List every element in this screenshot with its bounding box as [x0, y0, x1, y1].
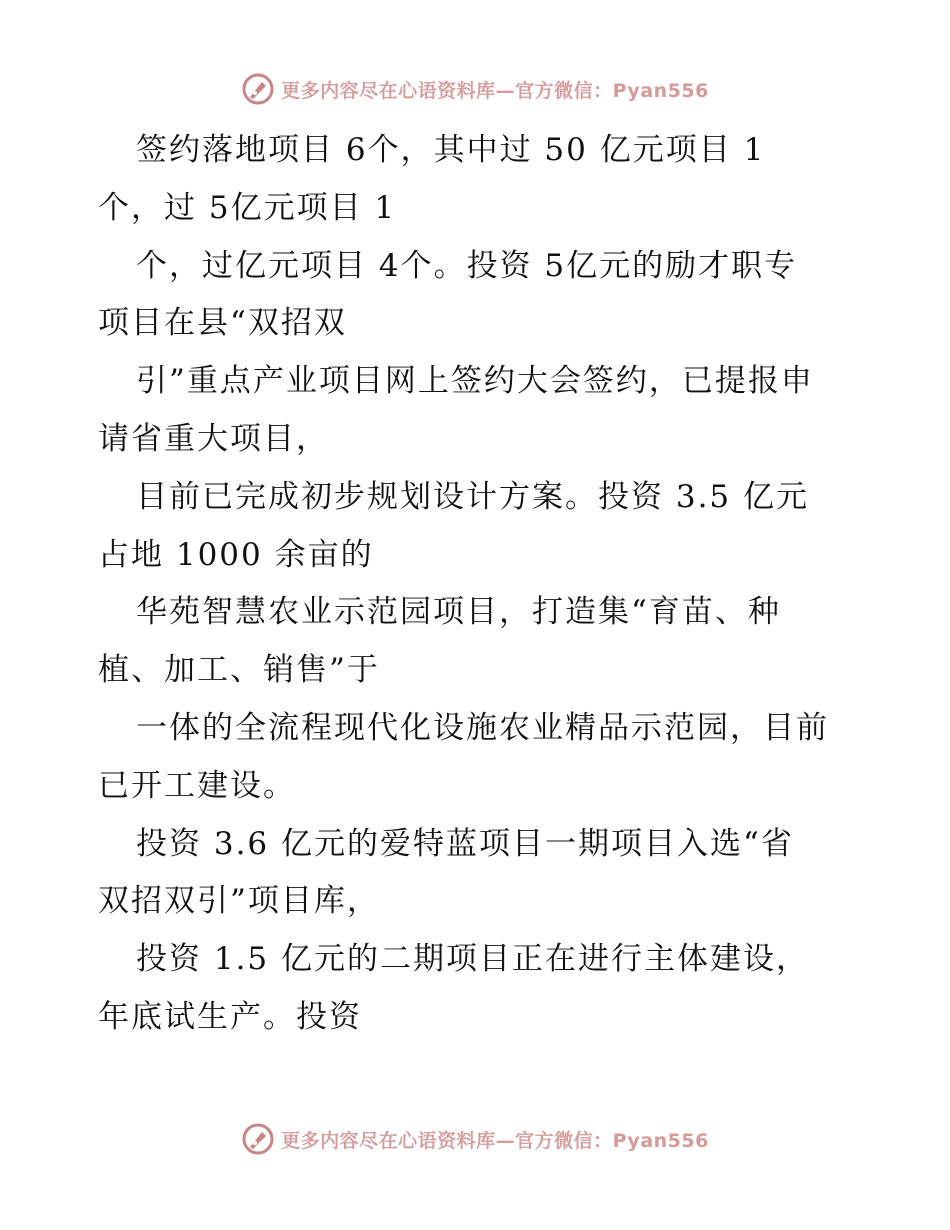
body-line: 一体的全流程现代化设施农业精品示范园，目前 [136, 709, 829, 746]
pen-nib-logo-icon [241, 72, 275, 106]
body-line: 投资 3.6 亿元的爱特蓝项目一期项目入选“省 [136, 825, 794, 862]
document-body [98, 122, 858, 1047]
body-line: 目前已完成初步规划设计方案。投资 3.5 亿元 [136, 478, 810, 515]
body-line: 已开工建设。 [98, 767, 296, 804]
body-line: 双招双引”项目库， [98, 883, 380, 920]
body-line: 请省重大项目， [98, 420, 329, 457]
body-line: 植、加工、销售”于 [98, 652, 380, 689]
body-line: 年底试生产。投资 [98, 998, 362, 1035]
body-line: 投资 1.5 亿元的二期项目正在进行主体建设， [136, 941, 810, 978]
footer-banner-text: 更多内容尽在心语资料库—官方微信：Pyan556 [281, 1129, 709, 1152]
body-line: 个，过亿元项目 4个。投资 5亿元的励才职专 [136, 247, 798, 284]
header-banner-text: 更多内容尽在心语资料库—官方微信：Pyan556 [281, 79, 709, 102]
body-line: 占地 1000 余亩的 [98, 536, 374, 573]
header-banner [0, 72, 950, 106]
body-line: 项目在县“双招双 [98, 305, 347, 342]
body-line: 华苑智慧农业示范园项目，打造集“育苗、种 [136, 594, 781, 631]
footer-banner [0, 1122, 950, 1156]
body-line: 个，过 5亿元项目 1 [98, 189, 397, 226]
body-line: 引”重点产业项目网上签约大会签约，已提报申 [136, 363, 814, 400]
pen-nib-logo-icon [241, 1122, 275, 1156]
body-line: 签约落地项目 6个，其中过 50 亿元项目 1 [136, 132, 766, 168]
